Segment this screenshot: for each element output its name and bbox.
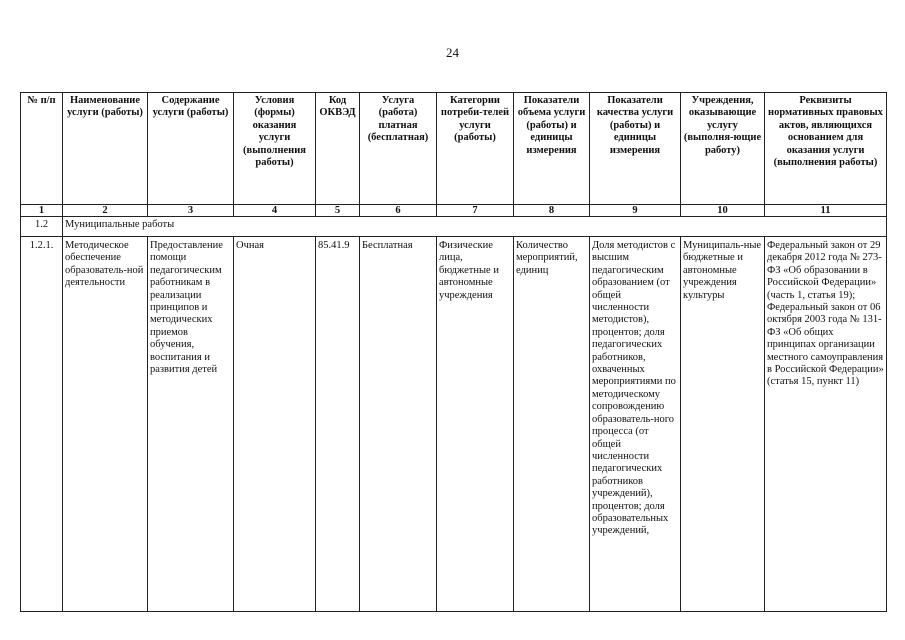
header-cell: Содержание услуги (работы): [148, 93, 234, 205]
header-cell: Категории потреби-телей услуги (работы): [437, 93, 514, 205]
column-number: 3: [148, 205, 234, 217]
table-row: [21, 237, 887, 612]
column-number: 1: [21, 205, 63, 217]
service-form: Очная: [234, 237, 316, 612]
section-number: 1.2: [21, 217, 63, 237]
volume-indicators: Количество мероприятий, единиц: [514, 237, 590, 612]
consumer-categories: Физические лица, бюджетные и автономные учреждения: [437, 237, 514, 612]
column-number: 8: [514, 205, 590, 217]
header-cell: Учреждения, оказывающие услугу (выполня-ющие работу): [681, 93, 765, 205]
okved-code: 85.41.9: [316, 237, 360, 612]
legal-acts: Федеральный закон от 29 декабря 2012 года № 273-ФЗ «Об образовании в Российской Федерации» (часть 1, статья 19); Федеральный закон от 06 октября 2003 года № 131-ФЗ «Об общих принципах организации местного самоуправления в Российской Федерации» (статья 15, пункт 11): [765, 237, 887, 612]
paid-status: Бесплатная: [360, 237, 437, 612]
header-cell: Наименование услуги (работы): [63, 93, 148, 205]
header-cell: Реквизиты нормативных правовых актов, являющихся основанием для оказания услуги (выполнения работы): [765, 93, 887, 205]
header-cell: Показатели качества услуги (работы) и единицы измерения: [590, 93, 681, 205]
column-number: 11: [765, 205, 887, 217]
row-number: 1.2.1.: [21, 237, 63, 612]
header-cell: Показатели объема услуги (работы) и единицы измерения: [514, 93, 590, 205]
header-row: [21, 93, 887, 205]
column-number: 10: [681, 205, 765, 217]
column-number: 7: [437, 205, 514, 217]
header-cell: Код ОКВЭД: [316, 93, 360, 205]
column-number: 5: [316, 205, 360, 217]
section-row: [21, 217, 887, 237]
providing-institutions: Муниципаль-ные бюджетные и автономные учреждения культуры: [681, 237, 765, 612]
column-number: 6: [360, 205, 437, 217]
service-content: Предоставление помощи педагогическим работникам в реализации принципов и методических приемов обучения, воспитания и развития детей: [148, 237, 234, 612]
header-cell: Услуга (работа) платная (бесплатная): [360, 93, 437, 205]
quality-indicators: Доля методистов с высшим педагогическим образованием (от общей численности методистов), процентов; доля педагогических работников, охваченных мероприятиями по методическому сопровождению образователь-ного процесса (от общей численности педагогических работников учреждений), процентов; доля образовательных учреждений,: [590, 237, 681, 612]
page-number: 24: [446, 45, 459, 60]
column-number: 9: [590, 205, 681, 217]
column-number: 2: [63, 205, 148, 217]
section-title: Муниципальные работы: [63, 217, 887, 237]
column-number-row: [21, 205, 887, 217]
header-cell: № п/п: [21, 93, 63, 205]
column-number: 4: [234, 205, 316, 217]
header-cell: Условия (формы) оказания услуги (выполнения работы): [234, 93, 316, 205]
services-table: [20, 92, 887, 612]
service-name: Методическое обеспечение образователь-ной деятельности: [63, 237, 148, 612]
